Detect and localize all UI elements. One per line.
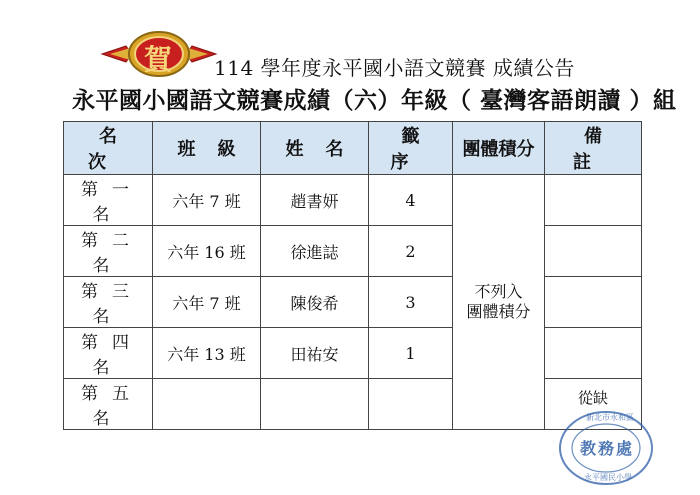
header-group-score: 團體積分 (453, 122, 545, 175)
competition-subtitle: 永平國小國語文競賽成績（六）年級（ 臺灣客語朗讀 ）組 (72, 87, 677, 114)
academic-affairs-seal (556, 404, 656, 486)
remark-cell (545, 328, 642, 379)
rank-cell: 第二名 (64, 226, 153, 277)
group-score-note-line1: 不列入 (474, 282, 523, 301)
congratulations-badge (100, 28, 218, 80)
name-cell: 田祐安 (261, 328, 369, 379)
remark-cell (545, 226, 642, 277)
rank-cell: 第三名 (64, 277, 153, 328)
class-cell: 六年 13 班 (153, 328, 261, 379)
class-cell: 六年 7 班 (153, 175, 261, 226)
name-cell (261, 379, 369, 430)
table-row (64, 175, 642, 226)
rank-cell: 第一名 (64, 175, 153, 226)
rank-cell: 第五名 (64, 379, 153, 430)
header-class: 班級 (153, 122, 261, 175)
class-cell: 六年 7 班 (153, 277, 261, 328)
rank-cell: 第四名 (64, 328, 153, 379)
remark-cell (545, 175, 642, 226)
header-remarks: 備註 (545, 122, 642, 175)
seal-inner-text: 教務處 (580, 439, 635, 458)
table-row (64, 277, 642, 328)
group-score-cell (453, 175, 545, 430)
table-row (64, 328, 642, 379)
announcement-title: 114 學年度永平國小語文競賽 成績公告 (214, 56, 575, 80)
name-cell: 陳俊希 (261, 277, 369, 328)
remark-cell (545, 277, 642, 328)
table-header-row (64, 122, 642, 175)
header-draw-order: 籤序 (369, 122, 453, 175)
class-cell (153, 379, 261, 430)
header-name: 姓名 (261, 122, 369, 175)
table-row (64, 379, 642, 430)
draw-cell (369, 379, 453, 430)
draw-cell: 2 (369, 226, 453, 277)
class-cell: 六年 16 班 (153, 226, 261, 277)
group-score-note-line2: 團體積分 (466, 302, 531, 321)
badge-char: 賀 (144, 43, 173, 76)
table-row (64, 226, 642, 277)
header-rank: 名次 (64, 122, 153, 175)
name-cell: 徐進誌 (261, 226, 369, 277)
draw-cell: 3 (369, 277, 453, 328)
draw-cell: 4 (369, 175, 453, 226)
draw-cell: 1 (369, 328, 453, 379)
seal-bottom-text: 永平國民小學 (584, 473, 632, 482)
results-table (63, 121, 642, 430)
seal-outer-text: 新北市永和區 (586, 413, 634, 422)
name-cell: 趙書妍 (261, 175, 369, 226)
remark-vacant: 從缺 (577, 389, 608, 407)
